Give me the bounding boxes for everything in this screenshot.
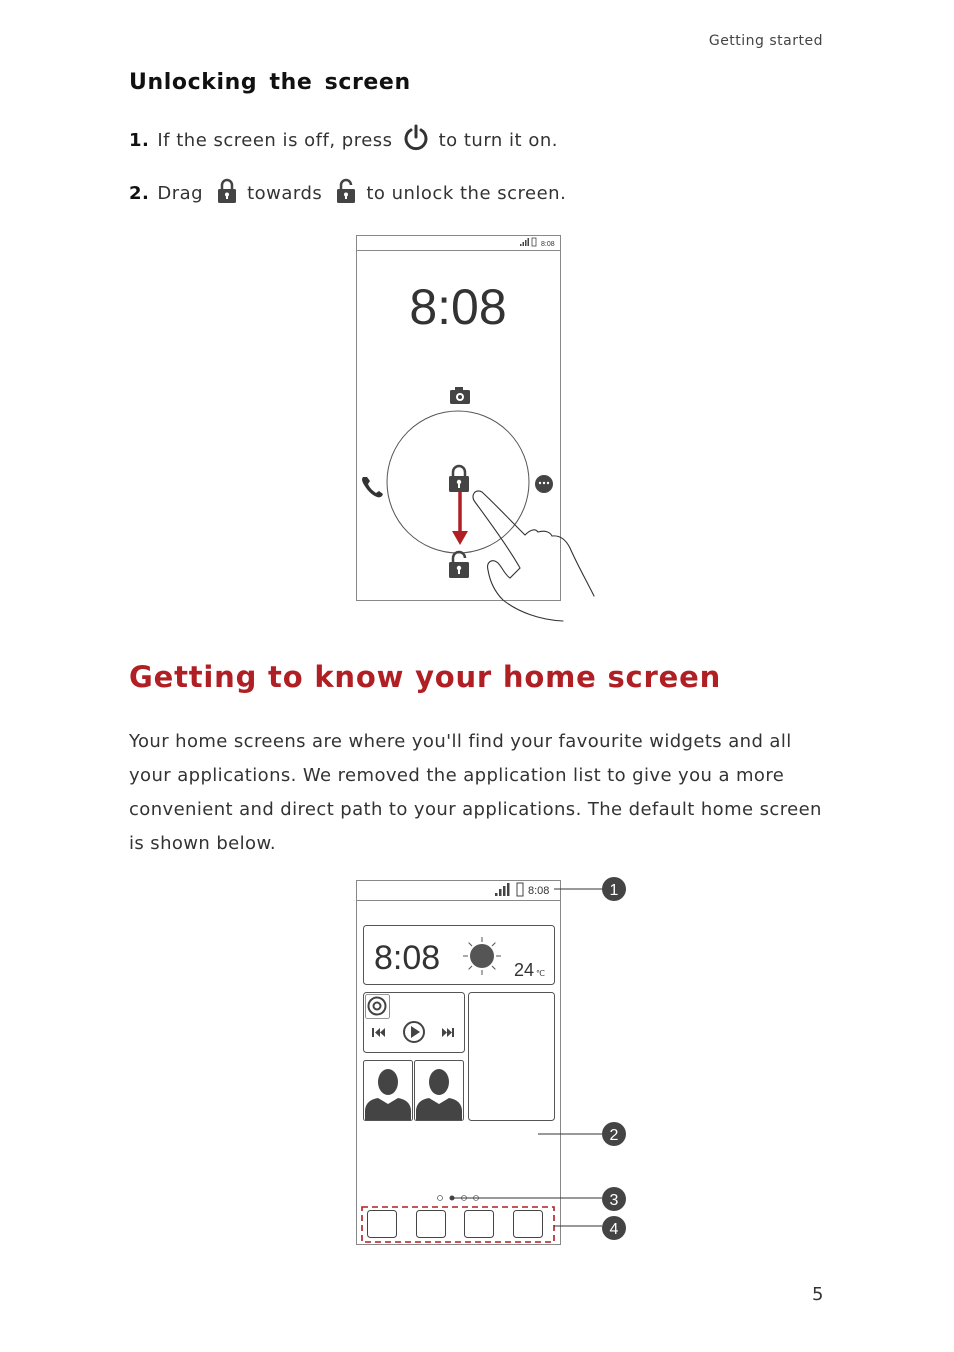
unlock-section-title: Unlocking the screen bbox=[129, 70, 411, 95]
step-2 bbox=[129, 177, 566, 209]
step-2-text-middle: towards bbox=[247, 182, 323, 204]
step-2-text-after: to unlock the screen. bbox=[366, 182, 567, 204]
status-time: 8:08 bbox=[528, 885, 550, 897]
empty-widget bbox=[469, 993, 555, 1121]
power-icon bbox=[403, 124, 429, 157]
dock-app-slot bbox=[514, 1211, 543, 1238]
lock-clock: 8:08 bbox=[409, 279, 507, 335]
callout-1 bbox=[602, 877, 626, 901]
svg-text:3: 3 bbox=[609, 1192, 619, 1209]
dock-app-slot bbox=[465, 1211, 494, 1238]
dock-app-slot bbox=[368, 1211, 397, 1238]
svg-text:2: 2 bbox=[609, 1127, 619, 1144]
home-section-title: Getting to know your home screen bbox=[129, 660, 722, 694]
home-intro-paragraph: Your home screens are where you'll find your favourite widgets and all your applications. We removed the application list to give you a more convenient and direct path to your applications. The default home screen is shown below. bbox=[129, 731, 822, 854]
message-icon bbox=[535, 475, 553, 493]
step-1-text-after: to turn it on. bbox=[438, 129, 558, 151]
clock-weather-widget bbox=[364, 926, 555, 985]
unlock-icon bbox=[336, 178, 356, 209]
step-2-text-before: Drag bbox=[157, 182, 204, 204]
step-1-number: 1. bbox=[129, 129, 150, 151]
step-2-number: 2. bbox=[129, 182, 150, 204]
page-number: 5 bbox=[812, 1284, 824, 1305]
step-1-text-before: If the screen is off, press bbox=[157, 129, 393, 151]
running-header: Getting started bbox=[708, 33, 823, 49]
callout-2 bbox=[602, 1122, 626, 1146]
callout-4 bbox=[602, 1216, 626, 1240]
music-widget bbox=[364, 993, 465, 1053]
home-screen-illustration bbox=[340, 870, 640, 1255]
step-1 bbox=[129, 124, 558, 156]
callout-3 bbox=[602, 1187, 626, 1211]
contact-tile-1 bbox=[364, 1061, 413, 1121]
contact-tile-2 bbox=[415, 1061, 464, 1121]
temperature-unit: ℃ bbox=[536, 969, 545, 978]
svg-text:4: 4 bbox=[609, 1221, 619, 1238]
home-clock: 8:08 bbox=[374, 939, 441, 977]
dock-app-slot bbox=[417, 1211, 446, 1238]
lock-icon bbox=[217, 178, 237, 209]
svg-text:1: 1 bbox=[609, 882, 619, 899]
status-time: 8:08 bbox=[541, 241, 555, 248]
temperature: 24 bbox=[514, 960, 535, 980]
lock-screen-illustration bbox=[340, 230, 620, 630]
